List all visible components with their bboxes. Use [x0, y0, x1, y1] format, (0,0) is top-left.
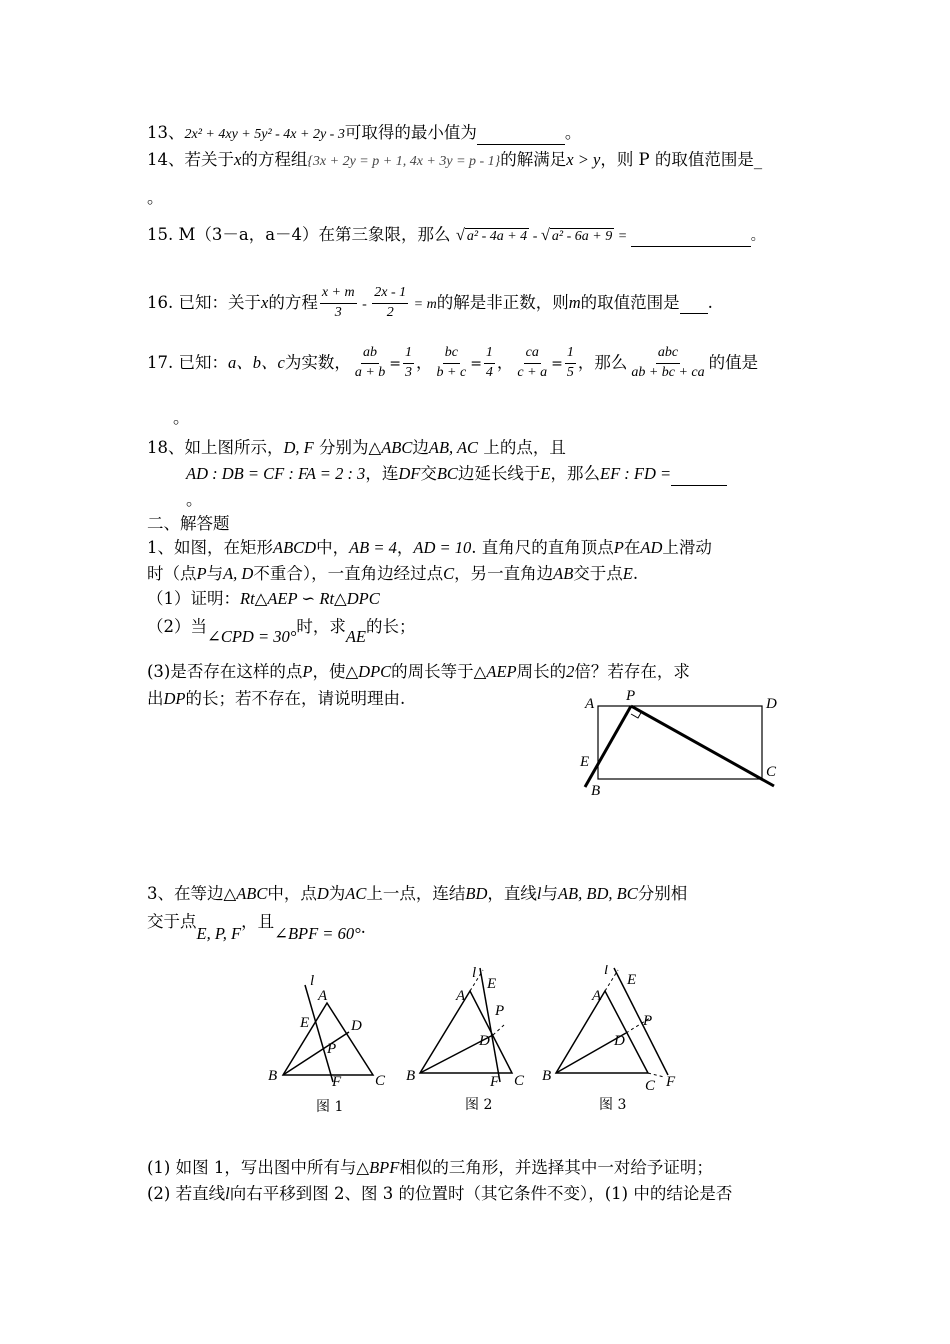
fraction	[403, 345, 414, 382]
question-text: 相似的三角形，并选择其中一对给予证明；	[399, 1158, 713, 1177]
math-variables: a、b、c	[228, 352, 285, 372]
question-text: 分别相	[637, 884, 688, 903]
label-d: D	[479, 1033, 490, 1049]
figure-1-caption: 图 1	[316, 1099, 344, 1115]
denominator: ab + bc + ca	[631, 364, 705, 380]
question-text: ，那么	[550, 464, 600, 483]
numerator: 1	[565, 345, 576, 364]
denominator: 3	[334, 304, 342, 320]
fraction	[629, 345, 706, 382]
question-text: 在	[623, 538, 641, 557]
question-text: ，直线	[487, 884, 537, 903]
answer-blank	[680, 293, 708, 315]
math-variable: x	[234, 150, 242, 169]
denominator: 3	[405, 364, 413, 380]
question-text: 的值是	[708, 352, 759, 372]
label-d: D	[766, 696, 777, 712]
operator: = m	[410, 296, 437, 312]
label-l: l	[310, 973, 315, 989]
math-expression: AD = 10	[413, 538, 472, 557]
question-text: 边延长线于	[457, 464, 541, 483]
math-segment: BC	[436, 464, 458, 483]
question-13	[147, 123, 581, 145]
question-15: 15. M（3－a，a－4）在第三象限，那么 √ a² - 4a + 4 - √ a² - 6a + 9 = 。	[147, 225, 765, 247]
question-text: 出	[147, 689, 164, 708]
question-18-line2	[186, 464, 727, 486]
label-a: A	[585, 696, 595, 712]
question-text: (2) 若直线	[147, 1184, 226, 1203]
question-text: 上滑动	[662, 538, 712, 557]
question-text: 18、如上图所示，	[147, 438, 284, 457]
bc-extension-3	[648, 1073, 664, 1077]
question-text: ，使	[312, 662, 346, 681]
question-text: 的取值范围是	[580, 292, 680, 312]
math-points: A, D	[223, 564, 254, 583]
label-p: P	[626, 688, 636, 704]
question-16	[147, 285, 713, 322]
math-triangle: △ABC	[368, 438, 413, 457]
rectangle-figure	[570, 680, 800, 800]
section-title: 二、解答题	[147, 514, 230, 533]
math-points: E, P, F	[196, 924, 242, 943]
question-14	[147, 150, 762, 171]
numerator: 2x - 1	[372, 285, 408, 304]
math-segment: AB	[553, 564, 574, 583]
denominator: 2	[386, 304, 394, 320]
triangle-abc-3	[556, 991, 648, 1073]
math-triangle: △DPC	[345, 662, 392, 681]
denominator: 4	[485, 364, 493, 380]
numerator: abc	[656, 345, 680, 364]
label-b: B	[542, 1068, 552, 1084]
math-triangle: △ABC	[223, 884, 268, 903]
question-text: 中，	[316, 538, 350, 557]
question-text: 的解是非正数，则	[436, 292, 569, 312]
math-ratio: AD : DB = CF : FA = 2 : 3	[186, 464, 366, 483]
question-label: 13、	[147, 123, 185, 142]
question-text: 的解满足	[500, 150, 567, 169]
question-text: 为	[328, 884, 346, 903]
question-text: （1）证明：	[147, 589, 240, 608]
math-point: P	[613, 538, 624, 557]
punctuation: 。	[186, 490, 203, 509]
question-text: 为实数，	[284, 352, 351, 372]
denominator: b + c	[436, 364, 467, 380]
math-point: D	[316, 884, 329, 903]
math-angle: ∠CPD = 30°	[207, 627, 297, 646]
label-b: B	[406, 1068, 416, 1084]
math-triangle: △AEP	[473, 662, 517, 681]
math-expression: 2x² + 4xy + 5y² - 4x + 2y - 3	[184, 127, 345, 142]
fraction	[435, 345, 469, 382]
fraction	[515, 345, 549, 382]
math-rectangle: ABCD	[273, 538, 317, 557]
math-variable: m	[568, 292, 581, 312]
question-text: 的周长等于	[391, 662, 474, 681]
rectangle-abcd	[598, 706, 762, 779]
problem-3-line1	[147, 884, 687, 905]
label-e: E	[487, 976, 497, 992]
math-expression: EF : FD =	[600, 464, 672, 483]
question-text: 时（点	[147, 564, 197, 583]
punctuation: 。	[750, 228, 765, 244]
question-text: 边	[412, 438, 429, 457]
figure-2-caption: 图 2	[465, 1097, 493, 1113]
numerator: bc	[443, 345, 460, 364]
question-17-end	[173, 408, 190, 429]
figure-2	[406, 965, 525, 1090]
label-p: P	[495, 1003, 505, 1019]
label-c: C	[766, 764, 777, 780]
label-p: P	[643, 1013, 653, 1029]
math-point: C	[443, 564, 455, 583]
question-label: 15. M（3－a，a－4）在第三象限，那么	[147, 225, 451, 244]
question-text: 与	[541, 884, 558, 903]
numerator: 1	[403, 345, 414, 364]
question-text: 上一点，连结	[366, 884, 466, 903]
label-e: E	[580, 754, 590, 770]
question-text: 的方程组	[241, 150, 308, 169]
answer-blank	[631, 225, 751, 247]
math-variable: x	[261, 292, 269, 312]
math-point: E	[540, 464, 551, 483]
punctuation: 。	[564, 123, 582, 142]
question-text: 不重合），一直角边经过点	[253, 564, 444, 583]
numerator: 1	[484, 345, 495, 364]
operator: -	[358, 296, 371, 312]
denominator: 5	[566, 364, 574, 380]
question-text: (3)是否存在这样的点	[147, 662, 303, 681]
label-e: E	[300, 1015, 310, 1031]
fraction	[372, 285, 408, 322]
question-18-line1	[147, 438, 566, 459]
math-angle: ∠BPF = 60°	[274, 924, 361, 943]
punctuation: 。	[173, 408, 190, 427]
figure-3	[542, 965, 676, 1094]
math-line: l	[536, 884, 542, 903]
question-text: 分别为	[319, 438, 369, 457]
math-expression: AB = 4	[349, 538, 397, 557]
segment-bd-1	[283, 1032, 349, 1075]
question-text: 的长；若不存在，请说明理由.	[185, 689, 406, 708]
question-text: ，另一直角边	[454, 564, 554, 583]
label-d: D	[351, 1018, 362, 1034]
numerator: ca	[524, 345, 541, 364]
math-segment: DP	[163, 689, 186, 708]
math-segments: AB, BD, BC	[557, 884, 638, 903]
triangle-figures	[260, 965, 690, 1100]
label-e: E	[627, 972, 637, 988]
math-point: E	[622, 564, 633, 583]
figure-1	[268, 973, 386, 1090]
fraction	[320, 285, 357, 322]
question-text: 的方程	[268, 292, 318, 312]
label-a: A	[456, 988, 466, 1004]
math-segment: BD	[465, 884, 488, 903]
question-text: (1) 如图 1，写出图中所有与	[147, 1158, 357, 1177]
question-label: 16. 已知：关于	[147, 292, 261, 312]
problem-1-line2	[147, 564, 638, 585]
question-text: 交	[420, 464, 437, 483]
label-f: F	[490, 1074, 500, 1090]
figure-3-caption: 图 3	[599, 1097, 627, 1113]
question-text: （2）当	[147, 617, 207, 636]
denominator: a + b	[354, 364, 386, 380]
label-p: P	[327, 1041, 337, 1057]
sqrt-expression: a² - 4a + 4	[466, 229, 528, 244]
math-triangle: △BPF	[356, 1158, 400, 1177]
sqrt-expression: a² - 6a + 9	[551, 229, 613, 244]
question-label: 14、若关于	[147, 150, 234, 169]
question-14-end	[147, 188, 164, 209]
bd-extension-2	[493, 1025, 504, 1035]
math-sides: AB, AC	[428, 438, 479, 457]
right-angle-ruler-short	[585, 706, 631, 787]
math-points: D, F	[283, 438, 314, 457]
math-expression: Rt△AEP ∽ Rt△DPC	[240, 589, 380, 608]
question-text: ，那么	[577, 352, 628, 372]
label-a: A	[592, 988, 602, 1004]
label-f: F	[332, 1074, 342, 1090]
question-text: 可取得的最小值为	[344, 123, 477, 142]
problem-3-sub2	[147, 1184, 732, 1205]
label-f: F	[666, 1074, 676, 1090]
punctuation: 。	[147, 188, 164, 207]
question-text: . 直角尺的直角顶点	[471, 538, 614, 557]
question-text: 与	[206, 564, 224, 583]
label-c: C	[514, 1073, 525, 1089]
math-segment: AD	[640, 538, 663, 557]
problem-1-line1	[147, 538, 712, 559]
operator: -	[529, 229, 541, 244]
operator: =	[614, 229, 631, 244]
denominator: c + a	[517, 364, 548, 380]
question-text: 交于点	[573, 564, 623, 583]
math-line: l	[225, 1184, 230, 1203]
math-point: P	[196, 564, 207, 583]
label-c: C	[375, 1073, 386, 1089]
question-text: 3、在等边	[147, 884, 224, 903]
question-text: 的长；	[365, 617, 416, 636]
punctuation: .	[707, 292, 713, 312]
question-text: ，且	[241, 912, 275, 931]
question-text: .	[632, 564, 639, 583]
label-l: l	[604, 965, 609, 978]
question-label: 17. 已知：	[147, 352, 228, 372]
question-text: 周长的	[516, 662, 567, 681]
right-angle-ruler-long	[631, 706, 774, 786]
math-point: P	[302, 662, 313, 681]
fraction	[565, 345, 576, 382]
fraction	[484, 345, 495, 382]
question-text: 交于点	[147, 912, 197, 931]
math-segment: DF	[398, 464, 421, 483]
math-number: 2	[566, 662, 575, 681]
question-text: ，	[396, 538, 414, 557]
answer-blank	[477, 123, 565, 145]
question-17: 17. 已知：a、b、c为实数， $\frac{ab}{a + b}$ = $\frac{1}{3}$ ， $\frac{bc}{b + c}$ = $\frac{1}{4}$ ， $\frac{ca}{c + a}$ = $\frac{1}{5}$ ，那么 $\frac{\text{abc}}{ab + bc + ca}$ 的值是	[147, 345, 759, 380]
problem-1-sub2	[147, 617, 416, 646]
numerator: ab	[361, 345, 379, 364]
label-c: C	[645, 1078, 656, 1094]
question-text: 中，点	[267, 884, 317, 903]
label-b: B	[591, 783, 601, 799]
question-text: 上的点，且	[483, 438, 566, 457]
math-segment: AE	[345, 627, 366, 646]
label-d: D	[614, 1033, 625, 1049]
problem-1-sub3-line2	[147, 689, 405, 710]
math-condition: x > y	[566, 150, 601, 169]
equation-system: {3x + 2y = p + 1, 4x + 3y = p - 1}	[307, 154, 501, 169]
problem-1-sub1	[147, 589, 380, 610]
punctuation: .	[360, 918, 366, 937]
question-18-end	[186, 490, 203, 511]
problem-3-sub1	[147, 1158, 713, 1179]
question-text: 1、如图，在矩形	[147, 538, 273, 557]
fraction	[353, 345, 387, 382]
numerator: x + m	[320, 285, 357, 304]
question-text: 时，求	[296, 617, 346, 636]
question-text: ，则 P 的取值范围是_	[600, 150, 763, 169]
question-text: 倍？若存在，求	[574, 662, 690, 681]
label-b: B	[268, 1068, 278, 1084]
math-segment: AC	[345, 884, 367, 903]
label-l: l	[472, 965, 477, 981]
problem-3-line2	[147, 912, 366, 943]
answer-blank	[671, 464, 727, 486]
label-a: A	[318, 988, 328, 1004]
question-text: ，连	[365, 464, 399, 483]
question-text: 向右平移到图 2、图 3 的位置时（其它条件不变），(1) 中的结论是否	[229, 1184, 733, 1203]
